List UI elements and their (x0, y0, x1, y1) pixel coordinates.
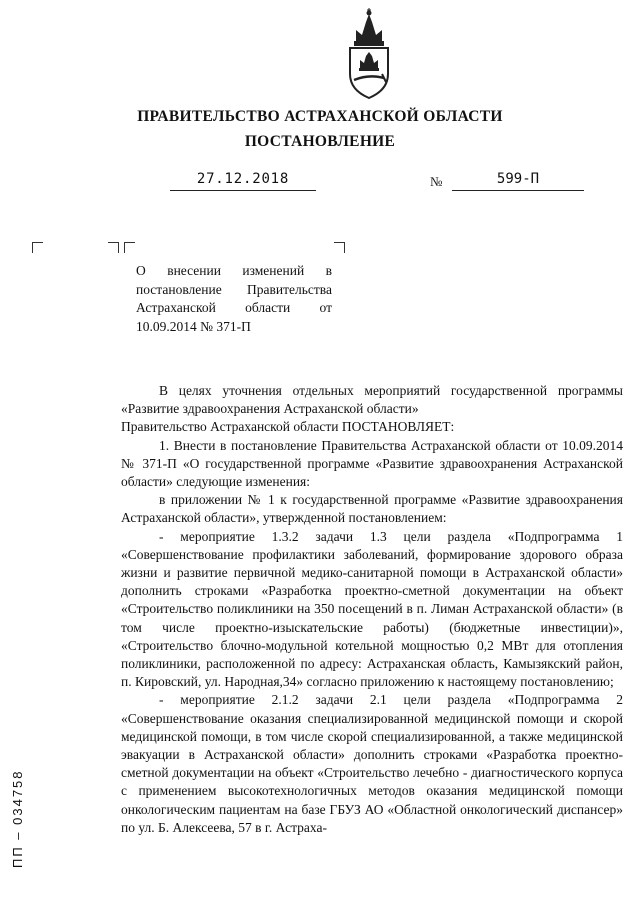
document-number: 599-П (496, 171, 540, 187)
subject-text: О внесении изменений в постановление Правительства Астраханской области от 10.09.2014 № 371-П (136, 263, 332, 334)
body-paragraph: в приложении № 1 к государственной программе «Развитие здравоохранения Астраханской области», утвержденной постановлением: (121, 492, 623, 526)
document-body (121, 382, 623, 837)
number-sign: № (430, 174, 443, 189)
coat-of-arms-icon (342, 8, 396, 100)
document-subject (136, 262, 332, 336)
serial-stamp: ПП – 034758 (10, 769, 25, 868)
body-paragraph: - мероприятие 2.1.2 задачи 2.1 цели раздела «Подпрограмма 2 «Совершенствование оказания специализированной медицинской помощи и скорой медицинской помощи, в том числе скорой специализированной, а также медицинской эвакуации в Астраханской области» дополнить строками «Разработка проектно-сметной документации на объект «Строительство лечебно - диагностического корпуса с применением высокотехнологичных методов оказания медицинской помощи онкологическим пациентам на базе ГБУЗ АО «Областной онкологический диспансер» по ул. Б. Алексеева, 57 в г. Астраха- (121, 692, 623, 835)
corner-bracket (32, 242, 43, 253)
corner-bracket (108, 242, 119, 253)
organization-title: ПРАВИТЕЛЬСТВО АСТРАХАНСКОЙ ОБЛАСТИ (137, 108, 503, 125)
body-paragraph: В целях уточнения отдельных мероприятий государственной программы «Развитие здравоохранения Астраханской области» (121, 383, 623, 417)
body-paragraph: Правительство Астраханской области ПОСТАНОВЛЯЕТ: (121, 419, 455, 435)
document-type-title: ПОСТАНОВЛЕНИЕ (244, 133, 396, 150)
corner-bracket (124, 242, 135, 253)
body-paragraph: - мероприятие 1.3.2 задачи 1.3 цели раздела «Подпрограмма 1 «Совершенствование профилактики заболеваний, формирование здорового образа жизни и развитие первичной медико-санитарной помощи в Астраханской области» дополнить строками «Разработка проектно-сметной документации на объект «Строительство поликлиники на 350 посещений в п. Лиман Астраханской области» (в том числе проектно-изыскательские работы) (бюджетные инвестиции)», «Строительство блочно-модульной котельной мощностью 0,2 МВт для отопления поликлиники, расположенной по адресу: Астраханская область, Камызякский район, п. Кировский, ул. Народная,34» согласно приложению к настоящему постановлению; (121, 528, 623, 690)
body-paragraph: 1. Внести в постановление Правительства Астраханской области от 10.09.2014 № 371-П «О государственной программе «Развитие здравоохранения Астраханской области» следующие изменения: (121, 437, 623, 490)
document-date: 27.12.2018 (196, 171, 290, 187)
corner-bracket (334, 242, 345, 253)
